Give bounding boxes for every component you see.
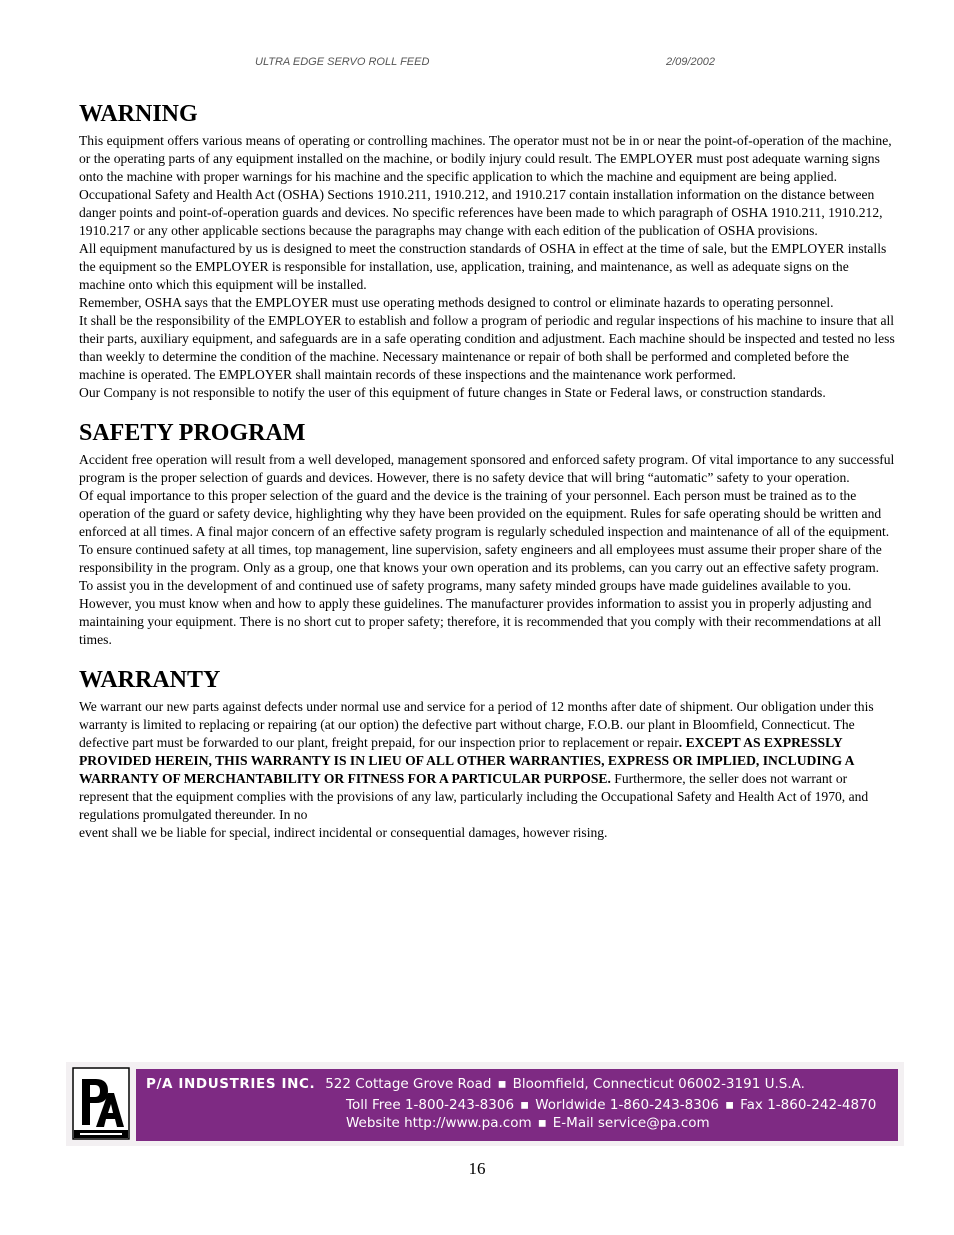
warranty-text-before: We warrant our new parts against defects under normal use and service for a period of 12 months after date of shipment. Our obligation under this warranty is limited to replacing or repairing (at our option) the defective part without charge, F.O.B. our plant in Bloomfield, Connecticut. The defective part must be forwarded to our plant, freight prepaid, for our inspection prior to replacement or repair: [79, 699, 874, 750]
warning-paragraph: Our Company is not responsible to notify the user of this equipment of future changes in State or Federal laws, or construction standards.: [79, 385, 826, 400]
document-date: 2/09/2002: [666, 56, 715, 68]
warning-heading: WARNING: [79, 101, 198, 127]
bullet-icon: ▪: [724, 1097, 735, 1113]
company-name: P/A INDUSTRIES INC.: [146, 1076, 316, 1092]
warranty-last-line: event shall we be liable for special, indirect incidental or consequential damages, however rising.: [79, 825, 608, 840]
bullet-icon: ▪: [520, 1097, 530, 1113]
document-title: ULTRA EDGE SERVO ROLL FEED: [255, 56, 430, 68]
worldwide-phone: Worldwide 1-860-243-8306: [535, 1097, 719, 1113]
safety-paragraph: Accident free operation will result from a well developed, management sponsored and enforced safety program. Of vital importance to any successful program is the proper selection of guards and devices. However, there is no safety device that will bring “automatic” safety to your operation.: [79, 452, 895, 485]
warranty-disclaimer: . EXCEPT AS EXPRESSLY PROVIDED HEREIN, THIS WARRANTY IS IN LIEU OF ALL OTHER WARRANTIES, EXPRESS OR IMPLIED, INCLUDING A WARRANTY OF MERCHANTABILITY OR FITNESS FOR A PARTICULAR PURPOSE.: [79, 735, 854, 786]
banner-line-address: [146, 1076, 805, 1092]
warning-paragraph: This equipment offers various means of operating or controlling machines. The operator must not be in or near the point-of-operation of the machine, or the operating parts of any equipment installed on the machine, or bodily injury could result. The EMPLOYER must post adequate warning signs onto the machine with proper warnings for his machine and the specific application to which the machine and equipment are being applied.: [79, 133, 892, 184]
warranty-heading: WARRANTY: [79, 667, 221, 693]
running-header: [0, 56, 954, 72]
warning-paragraph: Occupational Safety and Health Act (OSHA) Sections 1910.211, 1910.212, and 1910.217 contain installation information on the distance between danger points and point-of-operation guards and devices. No specific references have been made to which paragraph of OSHA 1910.211, 1910.212, 1910.217 or any other applicable sections because the paragraphs may change with each edition of the publication of OSHA provisions.: [79, 187, 883, 238]
page-content: [79, 100, 897, 859]
warning-paragraph: It shall be the responsibility of the EMPLOYER to establish and follow a program of periodic and regular inspections of his machine to insure that all their parts, auxiliary equipment, and safeguards are in a safe operating condition and adjustment. Each machine should be inspected and tested no less than weekly to determine the condition of the machine. Necessary maintenance or repair of both shall be performed and completed before the machine is operated. The EMPLOYER shall maintain records of these inspections and the maintenance work performed.: [79, 313, 895, 382]
pa-logo-mark: [72, 1067, 130, 1140]
fax-number: Fax 1-860-242-4870: [740, 1097, 877, 1113]
contact-banner: [136, 1069, 898, 1141]
warranty-paragraph: [79, 698, 897, 824]
bullet-icon: ▪: [497, 1076, 507, 1092]
pa-logo: [72, 1067, 130, 1140]
warranty-text-after: Furthermore, the seller does not warrant or represent that the equipment complies with the provisions of any law, particularly including the Occupational Safety and Health Act of 1970, and regulations promulgated thereunder. In no: [79, 771, 869, 822]
warranty-section: [79, 666, 897, 842]
safety-program-section: [79, 419, 897, 649]
company-address: 522 Cottage Grove Road: [325, 1076, 492, 1092]
banner-line-web: [346, 1115, 710, 1131]
page-number: 16: [468, 1159, 486, 1178]
safety-paragraph: To assist you in the development of and continued use of safety programs, many safety minded groups have made guidelines available to you. However, you must know when and how to apply these guidelines. The manufacturer provides information to assist you in properly adjusting and maintaining your equipment. There is no short cut to proper safety; therefore, it is recommended that you comply with their recommendations at all times.: [79, 578, 882, 647]
safety-paragraph: Of equal importance to this proper selection of the guard and the device is the training of your personnel. Each person must be trained as to the operation of the guard or safety device, highlighting why they have been provided on the equipment. Rules for safe operating should be written and enforced at all times. A final major concern of an effective safety program is regularly scheduled inspection and maintenance of all of the equipment.: [79, 488, 890, 539]
safety-program-heading: SAFETY PROGRAM: [79, 420, 306, 446]
footer-banner: [66, 1062, 904, 1146]
safety-paragraph: To ensure continued safety at all times, top management, line supervision, safety engineers and all employees must assume their proper share of the responsibility in the program. Only as a group, one that knows your own operation and its problems, can you carry out an effective safety program.: [79, 542, 882, 575]
website-link[interactable]: Website http://www.pa.com: [346, 1115, 532, 1131]
warning-section: [79, 100, 897, 402]
company-city: Bloomfield, Connecticut 06002-3191 U.S.A.: [512, 1076, 805, 1092]
banner-line-phones: [346, 1097, 876, 1113]
bullet-icon: ▪: [537, 1115, 547, 1131]
warning-paragraph: Remember, OSHA says that the EMPLOYER must use operating methods designed to control or eliminate hazards to operating personnel.: [79, 295, 834, 310]
toll-free: Toll Free 1-800-243-8306: [346, 1097, 515, 1113]
email-link[interactable]: E-Mail service@pa.com: [552, 1115, 710, 1131]
warning-paragraph: All equipment manufactured by us is designed to meet the construction standards of OSHA in effect at the time of sale, but the EMPLOYER installs the equipment so the EMPLOYER is responsible for installation, use, application, training, and maintenance, as well as adequate signs on the machine onto which this equipment will be installed.: [79, 241, 887, 292]
